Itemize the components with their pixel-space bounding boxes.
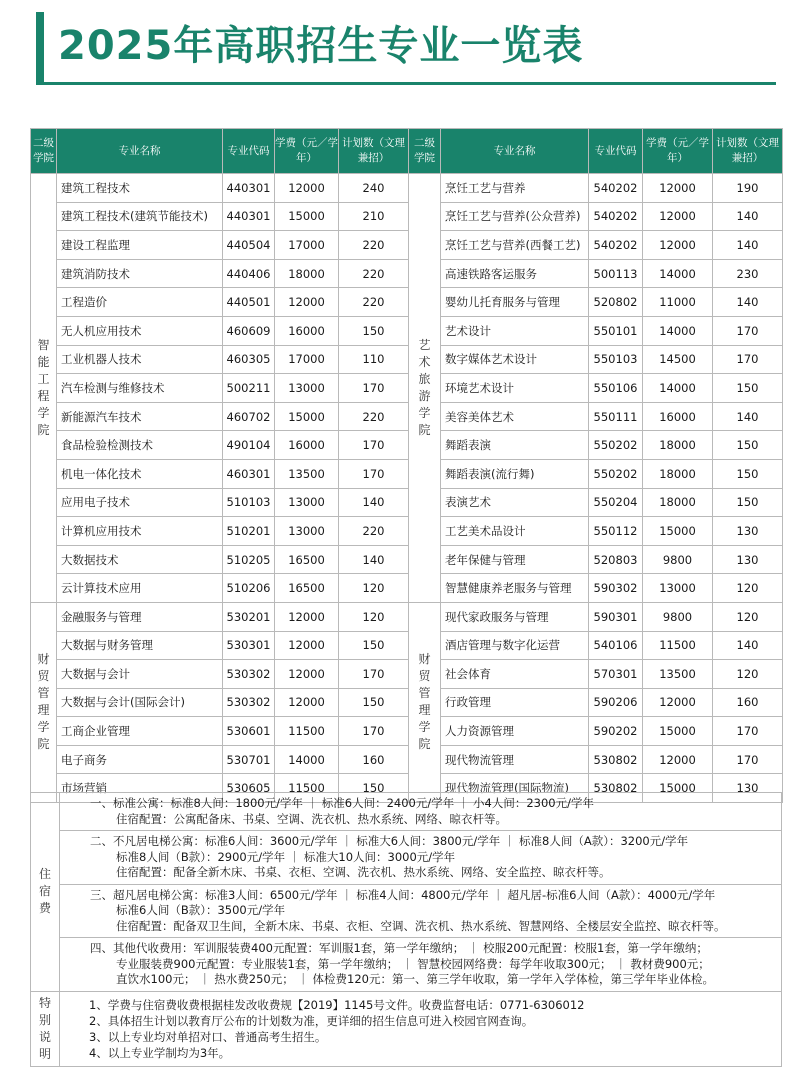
major-code: 440504 bbox=[223, 231, 275, 260]
major-name: 工艺美术品设计 bbox=[441, 517, 589, 546]
major-name: 机电一体化技术 bbox=[57, 459, 223, 488]
table-row bbox=[31, 231, 783, 260]
major-name: 新能源汽车技术 bbox=[57, 402, 223, 431]
major-code: 530802 bbox=[589, 774, 643, 803]
plan-count: 150 bbox=[713, 488, 783, 517]
tuition-fee: 14000 bbox=[643, 316, 713, 345]
table-row bbox=[31, 402, 783, 431]
table-row bbox=[31, 345, 783, 374]
plan-count: 130 bbox=[713, 545, 783, 574]
notes-table bbox=[30, 792, 782, 1067]
plan-count: 170 bbox=[339, 431, 409, 460]
major-code: 460305 bbox=[223, 345, 275, 374]
major-name: 烹饪工艺与营养(公众营养) bbox=[441, 202, 589, 231]
tuition-fee: 11000 bbox=[643, 288, 713, 317]
major-code: 530802 bbox=[589, 745, 643, 774]
header-plan: 计划数（文理兼招） bbox=[339, 129, 409, 174]
major-name: 大数据技术 bbox=[57, 545, 223, 574]
plan-count: 220 bbox=[339, 288, 409, 317]
plan-count: 170 bbox=[713, 745, 783, 774]
tuition-fee: 15000 bbox=[275, 202, 339, 231]
accommodation-line: 住宿配置：配备双卫生间，全新木床、书桌、衣柜、空调、洗衣机、热水系统、智慧网络、全楼层安全监控、晾衣杆等。 bbox=[116, 918, 726, 933]
major-name: 婴幼儿托育服务与管理 bbox=[441, 288, 589, 317]
major-code: 530302 bbox=[223, 660, 275, 689]
plan-count: 220 bbox=[339, 517, 409, 546]
plan-count: 230 bbox=[713, 259, 783, 288]
major-code: 530605 bbox=[223, 774, 275, 803]
tuition-fee: 14000 bbox=[643, 259, 713, 288]
major-code: 440301 bbox=[223, 202, 275, 231]
table-header-row bbox=[31, 129, 783, 174]
special-note-line: 2、具体招生计划以教育厅公布的计划数为准，更详细的招生信息可进入校园官网查询。 bbox=[89, 1013, 534, 1028]
major-code: 550204 bbox=[589, 488, 643, 517]
major-name: 电子商务 bbox=[57, 745, 223, 774]
plan-count: 210 bbox=[339, 202, 409, 231]
table-row bbox=[31, 660, 783, 689]
major-name: 无人机应用技术 bbox=[57, 316, 223, 345]
plan-count: 170 bbox=[339, 660, 409, 689]
major-name: 表演艺术 bbox=[441, 488, 589, 517]
header-name: 专业名称 bbox=[441, 129, 589, 174]
plan-count: 160 bbox=[339, 745, 409, 774]
plan-count: 170 bbox=[713, 345, 783, 374]
accommodation-line: 一、标准公寓：标准8人间：1800元/学年 ｜ 标准6人间：2400元/学年 ｜ 小4人间：2300元/学年 bbox=[90, 796, 594, 810]
table-row bbox=[31, 574, 783, 603]
major-name: 高速铁路客运服务 bbox=[441, 259, 589, 288]
major-name: 现代家政服务与管理 bbox=[441, 602, 589, 631]
table-row bbox=[31, 717, 783, 746]
major-code: 460702 bbox=[223, 402, 275, 431]
plan-count: 140 bbox=[339, 488, 409, 517]
accommodation-line: 直饮水100元； ｜ 热水费250元； ｜ 体检费120元：第一、第三学年收取，第一学年入学体检，第三学年毕业体检。 bbox=[116, 972, 714, 986]
major-name: 工商企业管理 bbox=[57, 717, 223, 746]
table-row bbox=[31, 488, 783, 517]
major-name: 食品检验检测技术 bbox=[57, 431, 223, 460]
dept-label: 艺术旅游学院 bbox=[409, 174, 441, 603]
major-name: 酒店管理与数字化运营 bbox=[441, 631, 589, 660]
plan-count: 140 bbox=[339, 545, 409, 574]
major-name: 艺术设计 bbox=[441, 316, 589, 345]
table-row bbox=[31, 631, 783, 660]
accommodation-line: 住宿配置：配备全新木床、书桌、衣柜、空调、洗衣机、热水系统、网络、安全监控、晾衣杆等。 bbox=[116, 865, 611, 879]
major-name: 舞蹈表演(流行舞) bbox=[441, 459, 589, 488]
plan-count: 220 bbox=[339, 402, 409, 431]
major-name: 舞蹈表演 bbox=[441, 431, 589, 460]
tuition-fee: 18000 bbox=[643, 459, 713, 488]
plan-count: 140 bbox=[713, 202, 783, 231]
tuition-fee: 11500 bbox=[275, 774, 339, 803]
major-code: 540202 bbox=[589, 202, 643, 231]
accommodation-line: 三、超凡居电梯公寓：标准3人间：6500元/学年 ｜ 标准4人间：4800元/学年 ｜ 超凡居-标准6人间（A款）：4000元/学年 bbox=[90, 887, 716, 902]
title-accent-bar bbox=[36, 12, 44, 84]
major-name: 建设工程监理 bbox=[57, 231, 223, 260]
major-code: 590206 bbox=[589, 688, 643, 717]
tuition-fee: 18000 bbox=[275, 259, 339, 288]
major-name: 大数据与会计 bbox=[57, 660, 223, 689]
major-name: 建筑工程技术(建筑节能技术) bbox=[57, 202, 223, 231]
table-row bbox=[31, 517, 783, 546]
plan-count: 160 bbox=[713, 688, 783, 717]
tuition-fee: 14000 bbox=[643, 374, 713, 403]
major-name: 行政管理 bbox=[441, 688, 589, 717]
major-code: 540202 bbox=[589, 174, 643, 203]
major-name: 大数据与会计(国际会计) bbox=[57, 688, 223, 717]
tuition-fee: 12000 bbox=[643, 202, 713, 231]
special-note-line: 3、以上专业均对单招对口、普通高考生招生。 bbox=[89, 1029, 327, 1044]
tuition-fee: 17000 bbox=[275, 231, 339, 260]
plan-count: 150 bbox=[713, 431, 783, 460]
major-name: 建筑工程技术 bbox=[57, 174, 223, 203]
special-notes-label: 特别说明 bbox=[31, 991, 60, 1066]
tuition-fee: 15000 bbox=[643, 517, 713, 546]
major-name: 工业机器人技术 bbox=[57, 345, 223, 374]
table-row bbox=[31, 374, 783, 403]
accommodation-block bbox=[60, 793, 781, 831]
special-note-line: 1、学费与住宿费收费根据桂发改收费规【2019】1145号文件。收费监督电话：0771-6306012 bbox=[89, 997, 585, 1012]
accommodation-line: 住宿配置：公寓配备床、书桌、空调、洗衣机、热水系统、网络、晾衣杆等。 bbox=[116, 811, 507, 826]
plan-count: 140 bbox=[713, 631, 783, 660]
plan-count: 110 bbox=[339, 345, 409, 374]
dept-label: 财贸管理学院 bbox=[409, 602, 441, 802]
tuition-fee: 11500 bbox=[643, 631, 713, 660]
accommodation-line: 专业服装费900元配置：专业服装1套，第一学年缴纳； ｜ 智慧校园网络费：每学年收取300元； ｜ 教材费900元； bbox=[116, 956, 710, 971]
table-row bbox=[31, 459, 783, 488]
major-code: 520803 bbox=[589, 545, 643, 574]
plan-count: 170 bbox=[339, 374, 409, 403]
table-row bbox=[31, 602, 783, 631]
major-code: 490104 bbox=[223, 431, 275, 460]
major-name: 现代物流管理 bbox=[441, 745, 589, 774]
plan-count: 150 bbox=[339, 631, 409, 660]
major-code: 530701 bbox=[223, 745, 275, 774]
dept-label: 智能工程学院 bbox=[31, 174, 57, 603]
major-code: 460609 bbox=[223, 316, 275, 345]
major-name: 社会体育 bbox=[441, 660, 589, 689]
major-code: 440406 bbox=[223, 259, 275, 288]
plan-count: 120 bbox=[339, 602, 409, 631]
header-plan: 计划数（文理兼招） bbox=[713, 129, 783, 174]
plan-count: 130 bbox=[713, 774, 783, 803]
major-name: 现代物流管理(国际物流) bbox=[441, 774, 589, 803]
plan-count: 120 bbox=[713, 602, 783, 631]
major-name: 汽车检测与维修技术 bbox=[57, 374, 223, 403]
plan-count: 140 bbox=[713, 402, 783, 431]
tuition-fee: 18000 bbox=[643, 488, 713, 517]
tuition-fee: 12000 bbox=[275, 660, 339, 689]
accommodation-block bbox=[60, 831, 781, 885]
major-code: 540202 bbox=[589, 231, 643, 260]
plan-count: 140 bbox=[713, 288, 783, 317]
tuition-fee: 13000 bbox=[275, 374, 339, 403]
major-code: 530201 bbox=[223, 602, 275, 631]
plan-count: 220 bbox=[339, 231, 409, 260]
major-code: 550101 bbox=[589, 316, 643, 345]
major-code: 550111 bbox=[589, 402, 643, 431]
plan-count: 150 bbox=[713, 374, 783, 403]
tuition-fee: 11500 bbox=[275, 717, 339, 746]
major-code: 540106 bbox=[589, 631, 643, 660]
accommodation-line: 标准6人间（B款）：3500元/学年 bbox=[116, 903, 286, 917]
table-row bbox=[31, 259, 783, 288]
major-code: 550112 bbox=[589, 517, 643, 546]
tuition-fee: 13500 bbox=[643, 660, 713, 689]
major-name: 应用电子技术 bbox=[57, 488, 223, 517]
plan-count: 190 bbox=[713, 174, 783, 203]
major-code: 500211 bbox=[223, 374, 275, 403]
major-code: 510205 bbox=[223, 545, 275, 574]
plan-count: 120 bbox=[713, 660, 783, 689]
tuition-fee: 12000 bbox=[643, 231, 713, 260]
header-code: 专业代码 bbox=[223, 129, 275, 174]
tuition-fee: 9800 bbox=[643, 545, 713, 574]
special-notes-section bbox=[31, 991, 782, 1066]
plan-count: 150 bbox=[339, 688, 409, 717]
plan-count: 170 bbox=[713, 316, 783, 345]
header-dept: 二级学院 bbox=[31, 129, 57, 174]
major-name: 美容美体艺术 bbox=[441, 402, 589, 431]
major-name: 智慧健康养老服务与管理 bbox=[441, 574, 589, 603]
title-underline bbox=[36, 82, 776, 85]
tuition-fee: 13000 bbox=[643, 574, 713, 603]
major-code: 530302 bbox=[223, 688, 275, 717]
accommodation-line: 二、不凡居电梯公寓：标准6人间：3600元/学年 ｜ 标准大6人间：3800元/学年 ｜ 标准8人间（A款）：3200元/学年 bbox=[90, 834, 689, 848]
tuition-fee: 12000 bbox=[275, 631, 339, 660]
tuition-fee: 16500 bbox=[275, 574, 339, 603]
major-code: 510206 bbox=[223, 574, 275, 603]
tuition-fee: 13500 bbox=[275, 459, 339, 488]
tuition-fee: 12000 bbox=[643, 745, 713, 774]
plan-count: 220 bbox=[339, 259, 409, 288]
table-row bbox=[31, 688, 783, 717]
header-code: 专业代码 bbox=[589, 129, 643, 174]
table-row bbox=[31, 316, 783, 345]
tuition-fee: 12000 bbox=[643, 174, 713, 203]
plan-count: 150 bbox=[339, 316, 409, 345]
tuition-fee: 17000 bbox=[275, 345, 339, 374]
major-code: 520802 bbox=[589, 288, 643, 317]
plan-count: 240 bbox=[339, 174, 409, 203]
tuition-fee: 16500 bbox=[275, 545, 339, 574]
accommodation-content bbox=[60, 793, 782, 992]
tuition-fee: 12000 bbox=[275, 174, 339, 203]
major-code: 550202 bbox=[589, 459, 643, 488]
special-notes-content bbox=[60, 991, 782, 1066]
table-row bbox=[31, 202, 783, 231]
major-name: 金融服务与管理 bbox=[57, 602, 223, 631]
major-code: 440301 bbox=[223, 174, 275, 203]
table-row bbox=[31, 288, 783, 317]
major-name: 大数据与财务管理 bbox=[57, 631, 223, 660]
major-code: 530601 bbox=[223, 717, 275, 746]
plan-count: 130 bbox=[713, 517, 783, 546]
accommodation-section bbox=[31, 793, 782, 992]
table-row bbox=[31, 431, 783, 460]
plan-count: 120 bbox=[713, 574, 783, 603]
tuition-fee: 12000 bbox=[275, 602, 339, 631]
major-code: 500113 bbox=[589, 259, 643, 288]
table-row bbox=[31, 745, 783, 774]
special-note-line: 4、以上专业学制均为3年。 bbox=[89, 1045, 231, 1060]
major-name: 数字媒体艺术设计 bbox=[441, 345, 589, 374]
header-dept: 二级学院 bbox=[409, 129, 441, 174]
header-fee: 学费（元／学年） bbox=[275, 129, 339, 174]
major-code: 440501 bbox=[223, 288, 275, 317]
majors-table bbox=[30, 128, 783, 803]
plan-count: 140 bbox=[713, 231, 783, 260]
dept-label: 财贸管理学院 bbox=[31, 602, 57, 802]
header-name: 专业名称 bbox=[57, 129, 223, 174]
accommodation-label: 住宿费 bbox=[31, 793, 60, 992]
tuition-fee: 15000 bbox=[643, 717, 713, 746]
accommodation-line: 标准8人间（B款）：2900元/学年 ｜ 标准大10人间：3000元/学年 bbox=[116, 849, 456, 864]
major-name: 云计算技术应用 bbox=[57, 574, 223, 603]
accommodation-line: 四、其他代收费用：军训服装费400元配置：军训服1套，第一学年缴纳； ｜ 校服200元配置：校服1套，第一学年缴纳； bbox=[90, 941, 708, 955]
major-name: 烹饪工艺与营养(西餐工艺) bbox=[441, 231, 589, 260]
major-code: 570301 bbox=[589, 660, 643, 689]
major-name: 人力资源管理 bbox=[441, 717, 589, 746]
plan-count: 150 bbox=[339, 774, 409, 803]
table-row bbox=[31, 545, 783, 574]
major-code: 550106 bbox=[589, 374, 643, 403]
tuition-fee: 12000 bbox=[275, 288, 339, 317]
major-code: 550103 bbox=[589, 345, 643, 374]
major-code: 510201 bbox=[223, 517, 275, 546]
tuition-fee: 16000 bbox=[643, 402, 713, 431]
header-fee: 学费（元／学年） bbox=[643, 129, 713, 174]
plan-count: 170 bbox=[339, 717, 409, 746]
tuition-fee: 16000 bbox=[275, 431, 339, 460]
page-title: 2025年高职招生专业一览表 bbox=[58, 23, 584, 69]
tuition-fee: 9800 bbox=[643, 602, 713, 631]
tuition-fee: 16000 bbox=[275, 316, 339, 345]
accommodation-block bbox=[60, 938, 781, 991]
tuition-fee: 15000 bbox=[275, 402, 339, 431]
plan-count: 120 bbox=[339, 574, 409, 603]
tuition-fee: 15000 bbox=[643, 774, 713, 803]
major-code: 530301 bbox=[223, 631, 275, 660]
major-code: 590301 bbox=[589, 602, 643, 631]
major-name: 老年保健与管理 bbox=[441, 545, 589, 574]
tuition-fee: 13000 bbox=[275, 517, 339, 546]
major-name: 市场营销 bbox=[57, 774, 223, 803]
major-code: 510103 bbox=[223, 488, 275, 517]
tuition-fee: 18000 bbox=[643, 431, 713, 460]
major-name: 工程造价 bbox=[57, 288, 223, 317]
major-code: 550202 bbox=[589, 431, 643, 460]
major-name: 计算机应用技术 bbox=[57, 517, 223, 546]
plan-count: 170 bbox=[713, 717, 783, 746]
table-row bbox=[31, 174, 783, 203]
plan-count: 150 bbox=[713, 459, 783, 488]
major-name: 烹饪工艺与营养 bbox=[441, 174, 589, 203]
tuition-fee: 12000 bbox=[275, 688, 339, 717]
major-name: 环境艺术设计 bbox=[441, 374, 589, 403]
tuition-fee: 13000 bbox=[275, 488, 339, 517]
major-code: 590202 bbox=[589, 717, 643, 746]
accommodation-block bbox=[60, 885, 781, 939]
major-code: 590302 bbox=[589, 574, 643, 603]
tuition-fee: 14500 bbox=[643, 345, 713, 374]
tuition-fee: 14000 bbox=[275, 745, 339, 774]
major-code: 460301 bbox=[223, 459, 275, 488]
major-name: 建筑消防技术 bbox=[57, 259, 223, 288]
tuition-fee: 12000 bbox=[643, 688, 713, 717]
plan-count: 170 bbox=[339, 459, 409, 488]
